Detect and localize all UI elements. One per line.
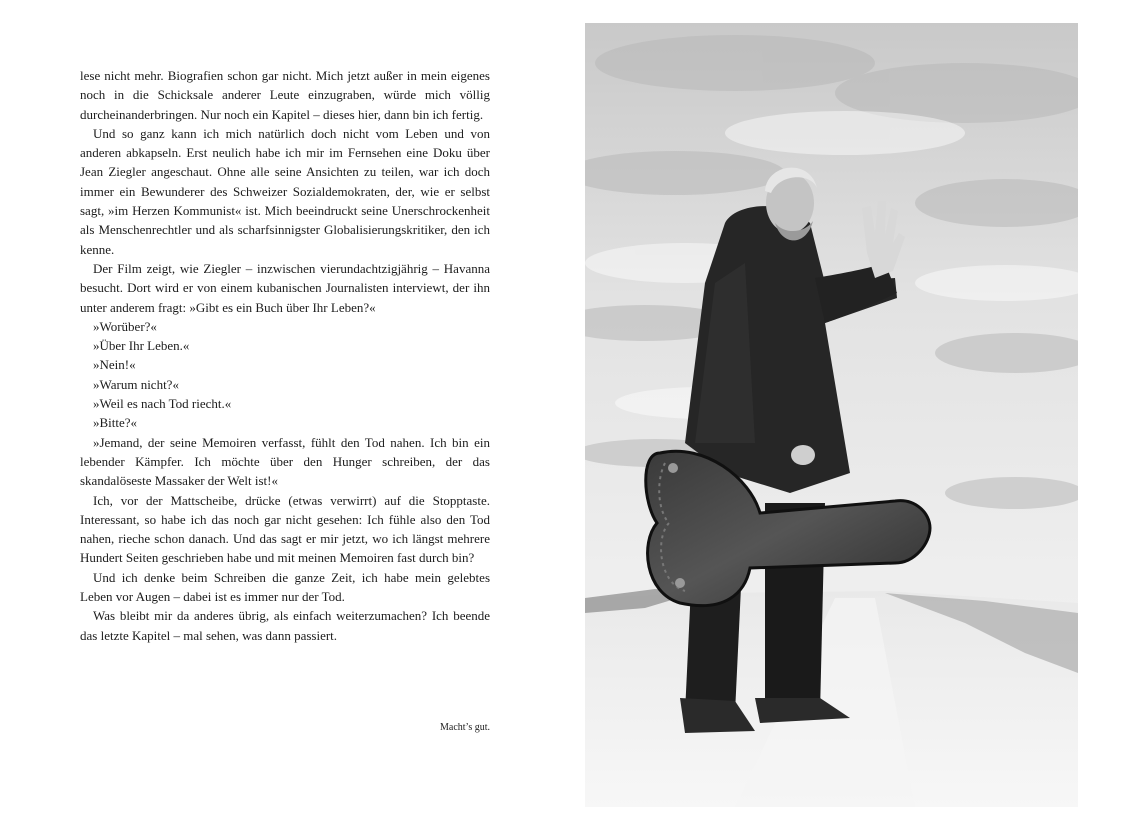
paragraph: »Jemand, der seine Memoiren verfasst, fühlt den Tod nahen. Ich bin ein lebender Kämpfer. Ich möchte über den Hunger schreiben, der das skandalöseste Massaker der Welt ist!« bbox=[80, 434, 490, 489]
dialogue-line: »Warum nicht?« bbox=[93, 376, 179, 392]
dialogue-line: »Bitte?« bbox=[93, 415, 138, 431]
paragraph: Und so ganz kann ich mich natürlich doch nicht vom Leben und von anderen abkapseln. Erst neulich habe ich mir im Fernsehen eine Doku über Jean Ziegler angeschaut. Ohne alle seine Ansichten zu teilen, war ich doch immer ein Bewunderer des Schweizer Sozialdemokraten, der, wie er selbst sagt, »im Herzen Kommunist« ist. Mich beeindruckt seine Unerschrockenheit als Menschenrechtler und als scharfsinnigster Globalisierungskritiker, den ich kenne. bbox=[80, 125, 490, 257]
paragraph: Ich, vor der Mattscheibe, drücke (etwas verwirrt) auf die Stopptaste. Interessant, so habe ich das noch gar nicht gesehen: Ich fühle also den Tod nahen, rieche schon danach. Und das sagt er mir jetzt, wo ich längst mehrere Hundert Seiten geschrieben habe und mit meinen Memoiren fast durch bin? bbox=[80, 492, 490, 566]
paragraph: Was bleibt mir da anderes übrig, als einfach weiterzumachen? Ich beende das letzte Kapitel – mal sehen, was dann passiert. bbox=[80, 608, 490, 643]
photo-man-with-guitar-case bbox=[585, 23, 1078, 807]
paragraph: Und ich denke beim Schreiben die ganze Zeit, ich habe mein gelebtes Leben vor Augen – dabei ist es immer nur der Tod. bbox=[80, 569, 490, 605]
paragraph: lese nicht mehr. Biografien schon gar nicht. Mich jetzt außer in mein eigenes noch in die Schicksale anderer Leute einzugraben, würde mich völlig durcheinanderbringen. Nur noch ein Kapitel – dieses hier, dann bin ich fertig. bbox=[80, 68, 490, 122]
dialogue-line: »Worüber?« bbox=[93, 318, 157, 334]
dialogue-line: »Weil es nach Tod riecht.« bbox=[93, 396, 232, 412]
text-column bbox=[80, 66, 490, 645]
paragraph: Der Film zeigt, wie Ziegler – inzwischen vierundachtzigjährig – Havanna besucht. Dort wird er von einem kubanischen Journalisten interviewt, der ihn unter anderem fragt: »Gibt es ein Buch über Ihr Leben?« bbox=[80, 260, 490, 315]
dialogue-line: »Nein!« bbox=[93, 357, 136, 373]
dialogue-line: »Über Ihr Leben.« bbox=[93, 338, 190, 354]
signoff: Macht’s gut. bbox=[440, 722, 490, 733]
